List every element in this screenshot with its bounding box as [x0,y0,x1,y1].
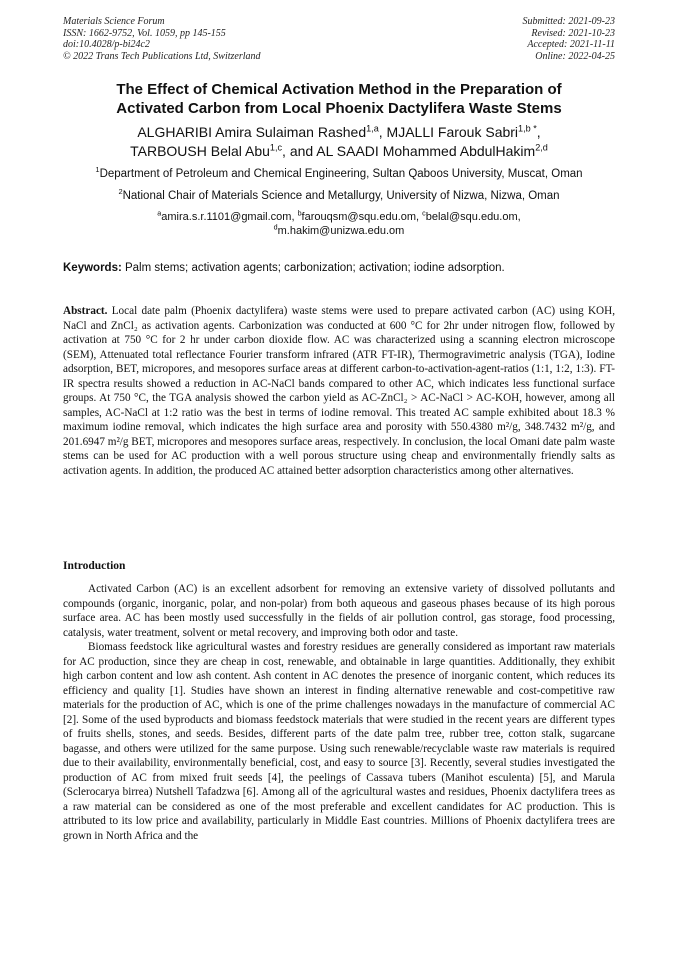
accepted-date: Accepted: 2021-11-11 [527,39,615,50]
affiliation-2-text: National Chair of Materials Science and Metallurgy, University of Nizwa, Nizwa, Oman [122,190,560,202]
author-list [40,123,638,161]
email-line-1 [40,210,638,224]
email-d-marker: d [273,223,278,232]
keywords [63,261,623,275]
email-a-marker: a [157,209,162,218]
author-4-affiliation: 2,d [535,142,548,153]
email-list [40,210,638,238]
email-a[interactable]: amira.s.r.1101@gmail.com, [161,211,298,223]
revised-date: Revised: 2021-10-23 [531,27,615,39]
author-line-1 [40,123,638,142]
online-date: Online: 2022-04-25 [535,50,615,62]
introduction-body [63,582,615,843]
author-2-affiliation: 1,b * [518,123,537,134]
affiliation-1 [40,167,638,181]
section-heading-introduction: Introduction [63,560,126,572]
journal-name: Materials Science Forum [63,16,165,27]
affiliation-2-marker: 2 [118,187,123,197]
issn: ISSN: 1662-9752, Vol. 1059, pp 145-155 [63,27,226,39]
journal-info [63,16,261,62]
abstract [63,304,615,478]
affiliation-1-text: Department of Petroleum and Chemical Engineering, Sultan Qaboos University, Muscat, Oman [99,168,583,180]
author-3: TARBOUSH Belal Abu [130,143,270,159]
intro-paragraph-2: Biomass feedstock like agricultural wastes and forestry residues are generally considered as important raw materials for AC production, since they are cheap in cost, renewable, and obtainable in large quantities. Additionally, they exhibit high carbon content and low ash content. Ash content in AC denotes the presence of inorganic content, which reduces its efficiency and quality [1]. Studies have shown an interest in finding alternative renewable and cost-competitive raw materials for the production of AC, which is one of the prime challenges nowadays in the manufacture of commercial AC [2]. Some of the used byproducts and biomass feedstock materials that were studied in the recent years are different types of fruits shells, stones, and seeds. Besides, different parts of the date palm tree, rubber tree, cotton stalk, sugarcane bagasse, and others were utilized for the same purpose. Using such renewable/recyclable waste raw materials is required due to their availability, environmentally beneficial, cost, and easy to source [3]. Recently, several studies investigated the production of AC from mixed fruit seeds [4], the peelings of Cassava tubers (Manihot esculenta) [5], and Marula (Sclerocarya birrea) Nutshell Tafadzwa [6]. Among all of the agricultural wastes and residues, Phoenix dactylifera trees as a raw material can be considered as one of the most preferable and excellent candidates for AC production. This is attributed to its low price and availability, particularly in Middle East countries. Millions of Phoenix dactylifera trees are grown in North Africa and the [63,641,615,842]
intro-paragraph-1: Activated Carbon (AC) is an excellent adsorbent for removing an extensive variety of dissolved pollutants and compounds (organic, inorganic, polar, and non-polar) from both aqueous and gaseous phases because of its high porous surface area. AC has been mostly used successfully in the fields of air pollution control, gas storage, food processing, catalysis, water treatment, solvent or metal recovery, and improving both odor and taste. [63,583,615,639]
author-1-affiliation: 1,a [366,123,379,134]
author-3-affiliation: 1,c [269,142,283,153]
doi: doi:10.4028/p-bi24c2 [63,39,150,50]
email-b[interactable]: farouqsm@squ.edu.om, [301,211,423,223]
keywords-text: Palm stems; activation agents; carbonization; activation; iodine adsorption. [121,262,505,274]
keywords-label: Keywords: [63,262,122,274]
author-4: , and AL SAADI Mohammed AbdulHakim [282,143,536,159]
email-c[interactable]: belal@squ.edu.om, [425,211,521,223]
email-d[interactable]: m.hakim@unizwa.edu.om [277,225,405,237]
author-line-2 [40,142,638,161]
author-2: , MJALLI Farouk Sabri [378,124,519,140]
author-separator: , [536,124,541,140]
email-c-marker: c [422,209,426,218]
email-b-marker: b [297,209,302,218]
publication-dates [523,16,616,62]
title-line-1: The Effect of Chemical Activation Method in the Preparation of [116,81,562,98]
abstract-label: Abstract. [63,305,108,317]
paper-title [40,80,638,118]
abstract-text: Local date palm (Phoenix dactylifera) waste stems were used to prepare activated carbon (AC) using KOH, NaCl and ZnCl₂ as activation agents. Carbonization was conducted at 600 °C for 2hr under nitrogen flow, followed by activation at 750 °C for 2 hr under carbon dioxide flow. AC was characterized using a scanning electron microscope (SEM), Attenuated total reflectance Fourier transform infrared (ATR FT-IR), Thermogravimetric analysis (TGA), Iodine adsorption, BET, micropores, and mesopores surface areas at different carbon-to-activation-agent-ratios (1:1, 1:2, 1:3). FT-IR spectra results showed a reduction in AC-NaCl bands compared to other AC, which indicates less functional surface groups. At 750 °C, the TGA analysis showed the carbon yield as AC-ZnCl₂ > AC-NaCl > AC-KOH, however, among all samples, AC-NaCl at 1:2 ratio was the best in terms of iodine removal. This treated AC sample exhibited about 18.3 % maximum iodine removal, which indicates the high surface area and porosity with 550.4380 m²/g, 348.7432 m²/g, and 201.6947 m²/g BET, micropores and mesopores surface areas, respectively. In conclusion, the local Omani date palm waste stems can be used for AC production with a well porous structure using cheap and environmentally friendly salts as activation agents. In addition, the produced AC attained better adsorption characteristics among other alternatives. [63,305,615,477]
affiliation-1-marker: 1 [95,165,100,175]
affiliation-2 [40,189,638,203]
copyright: © 2022 Trans Tech Publications Ltd, Switzerland [63,50,261,62]
abstract-paragraph [63,304,615,478]
email-line-2 [40,224,638,238]
author-1: ALGHARIBI Amira Sulaiman Rashed [137,124,367,140]
title-line-2: Activated Carbon from Local Phoenix Dactylifera Waste Stems [116,100,562,117]
submitted-date: Submitted: 2021-09-23 [522,16,615,27]
